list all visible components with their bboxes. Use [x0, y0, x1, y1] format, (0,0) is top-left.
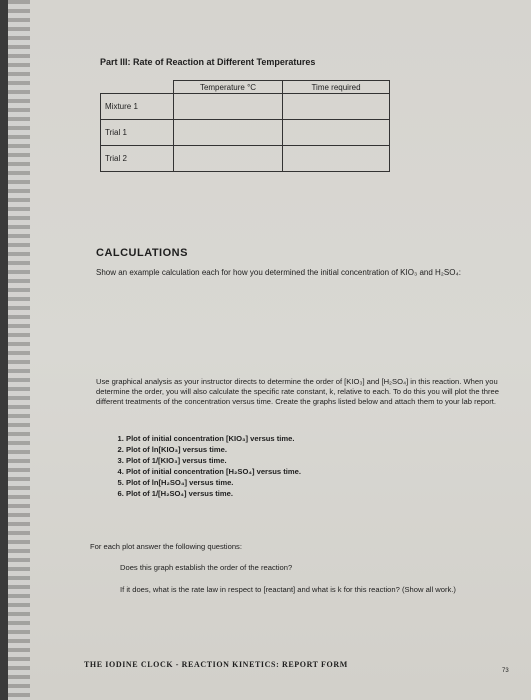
- row-label-trial1: Trial 1: [101, 120, 174, 146]
- list-item: 4. Plot of initial concentration [H₂SO₄] versus time.: [126, 466, 301, 477]
- time-cell[interactable]: [283, 146, 390, 172]
- time-cell[interactable]: [283, 120, 390, 146]
- table-header-time: Time required: [283, 81, 390, 94]
- list-item: 2. Plot of ln[KIO₃] versus time.: [126, 444, 301, 455]
- temperature-cell[interactable]: [174, 94, 283, 120]
- temperature-cell[interactable]: [174, 120, 283, 146]
- temperature-cell[interactable]: [174, 146, 283, 172]
- part3-title: Part III: Rate of Reaction at Different Temperatures: [100, 57, 316, 67]
- list-item: 5. Plot of ln[H₂SO₄] versus time.: [126, 477, 301, 488]
- plot-list: [112, 433, 301, 499]
- table-row: [101, 120, 390, 146]
- list-item: 6. Plot of 1/[H₂SO₄] versus time.: [126, 488, 301, 499]
- table-header-temperature: Temperature °C: [174, 81, 283, 94]
- table-row: [101, 94, 390, 120]
- temperature-table: [100, 80, 390, 172]
- calculations-instruction: Show an example calculation each for how you determined the initial concentration of KIO₃ and H₂SO₄:: [96, 268, 461, 277]
- row-label-mixture1: Mixture 1: [101, 94, 174, 120]
- graphical-analysis-paragraph: Use graphical analysis as your instructor directs to determine the order of [KIO₃] and [H₂SO₄] in this reaction. When you determine the order, you will also calculate the specific rate constant, k, relative to each. To do this you will plot the three different treatments of the concentration versus time. Create the graphs listed below and attach them to your lab report.: [96, 377, 499, 406]
- report-page: [8, 0, 531, 700]
- table-row: [101, 146, 390, 172]
- time-cell[interactable]: [283, 94, 390, 120]
- question-2: If it does, what is the rate law in respect to [reactant] and what is k for this reaction? (Show all work.): [120, 585, 456, 594]
- page-content: [84, 0, 514, 700]
- list-item: 3. Plot of 1/[KIO₃] versus time.: [126, 455, 301, 466]
- table-header-row: [101, 81, 390, 94]
- list-item: 1. Plot of initial concentration [KIO₃] versus time.: [126, 433, 301, 444]
- questions-intro: For each plot answer the following questions:: [90, 542, 242, 551]
- calculations-heading: CALCULATIONS: [96, 247, 188, 259]
- row-label-trial2: Trial 2: [101, 146, 174, 172]
- footer-title: THE IODINE CLOCK - REACTION KINETICS: REPORT FORM: [84, 660, 348, 669]
- question-1: Does this graph establish the order of the reaction?: [120, 563, 293, 572]
- page-number: 73: [502, 668, 509, 674]
- spiral-binding: [8, 0, 30, 700]
